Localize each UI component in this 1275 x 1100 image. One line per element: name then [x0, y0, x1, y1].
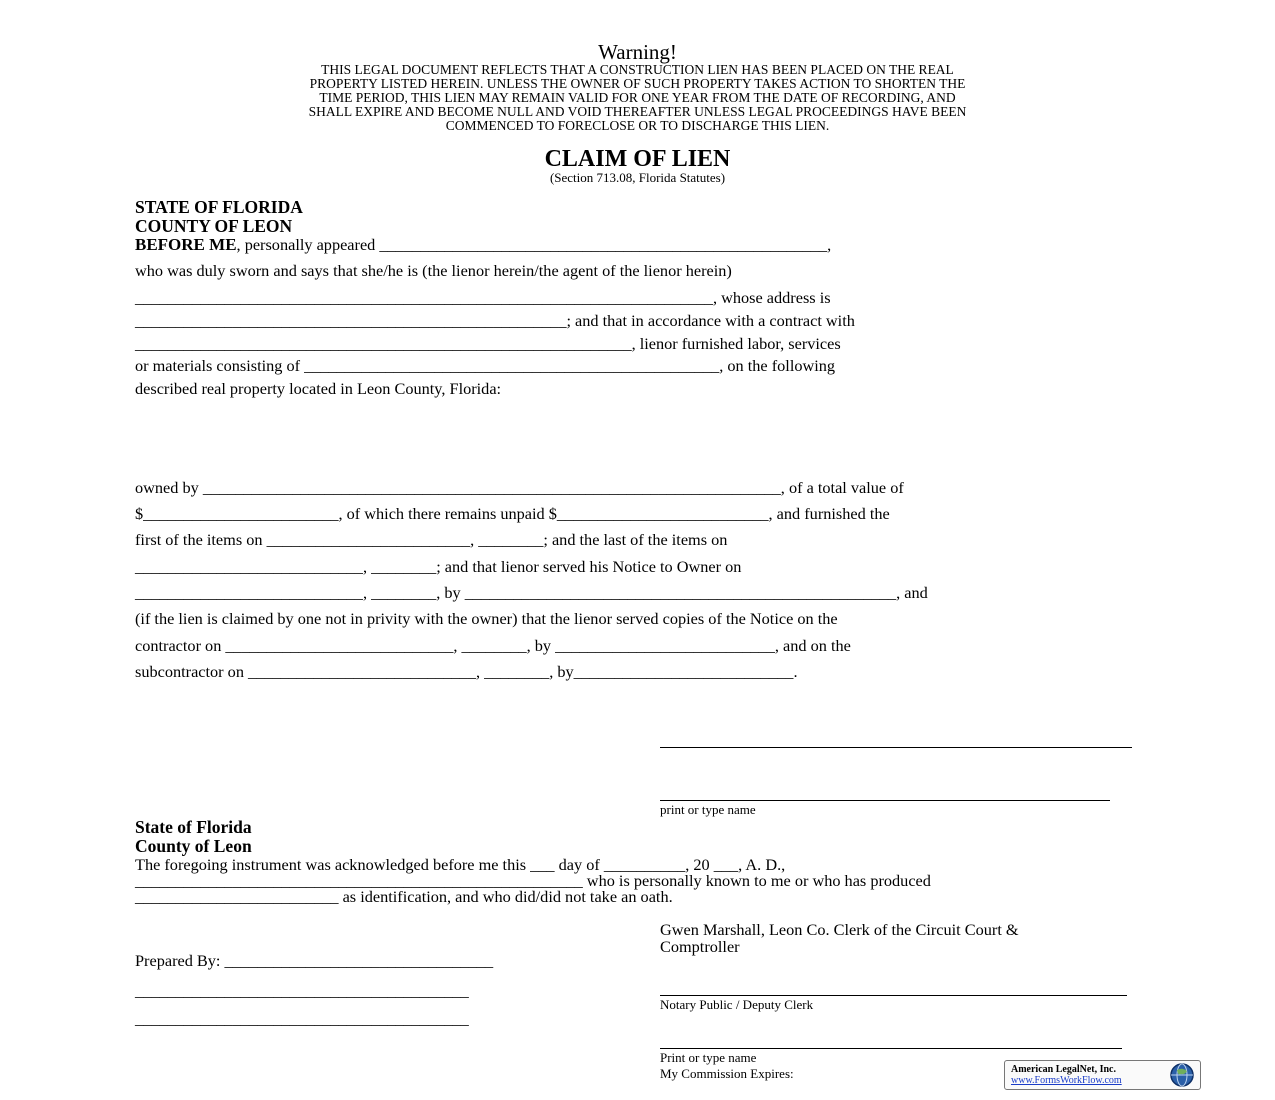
contract-party-field[interactable]: _____________________________________________________________, lienor furnished labor, services — [135, 334, 841, 353]
warning-line: COMMENCED TO FORECLOSE OR TO DISCHARGE THIS LIEN. — [445, 118, 830, 133]
signature-line[interactable] — [660, 747, 1132, 748]
globe-icon — [1168, 1062, 1196, 1088]
warning-line: PROPERTY LISTED HEREIN. UNLESS THE OWNER OF SUCH PROPERTY TAKES ACTION TO SHORTEN THE — [309, 76, 966, 91]
warning-line: SHALL EXPIRE AND BECOME NULL AND VOID THEREAFTER UNLESS LEGAL PROCEEDINGS HAVE BEEN — [308, 104, 967, 119]
document-title: CLAIM OF LIEN — [544, 146, 731, 172]
notary-print-line[interactable] — [660, 1048, 1122, 1049]
materials-field[interactable]: or materials consisting of ___________________________________________________, on the following — [135, 356, 836, 375]
notary-print-label: Print or type name — [660, 1050, 757, 1065]
body-line-1 — [135, 235, 831, 255]
warning-line: THIS LEGAL DOCUMENT REFLECTS THAT A CONSTRUCTION LIEN HAS BEEN PLACED ON THE REAL — [321, 62, 954, 77]
lienor-address-field[interactable]: _____________________________________________________; and that in accordance with a contract with — [135, 311, 855, 330]
notice-served-field[interactable]: ____________________________, ________, by _____________________________________________________, and — [135, 583, 928, 602]
venue-state: STATE OF FLORIDA — [135, 197, 303, 217]
prepared-by-line-3[interactable]: _________________________________________ — [135, 1009, 469, 1028]
warning-title: Warning! — [598, 40, 677, 64]
ack-date-field[interactable]: The foregoing instrument was acknowledged before me this ___ day of __________, 20 ___, A. D., — [135, 855, 786, 874]
owner-field[interactable]: owned by _______________________________________________________________________, of a total value of — [135, 478, 904, 497]
subcontractor-notice-field[interactable]: subcontractor on ____________________________, ________, by___________________________. — [135, 662, 798, 681]
prepared-by-line-2[interactable]: _________________________________________ — [135, 981, 469, 1000]
venue-county: COUNTY OF LEON — [135, 216, 293, 236]
ack-person-field[interactable]: _______________________________________________________ who is personally known to me or who has produced — [135, 871, 931, 890]
notary-label: Notary Public / Deputy Clerk — [660, 997, 814, 1012]
print-name-label: print or type name — [660, 802, 756, 817]
affiant-name-field[interactable]: , personally appeared _______________________________________________________, — [236, 235, 832, 254]
logo-company: American LegalNet, Inc. — [1011, 1064, 1116, 1075]
first-items-date-field[interactable]: first of the items on _________________________, ________; and the last of the items on — [135, 530, 728, 549]
ack-identification-field[interactable]: _________________________ as identification, and who did/did not take an oath. — [135, 887, 673, 906]
before-me-label: BEFORE ME — [135, 235, 237, 254]
notary-signature-line[interactable] — [660, 995, 1127, 996]
last-items-date-field[interactable]: ____________________________, ________; and that lienor served his Notice to Owner on — [135, 557, 742, 576]
value-field[interactable]: $________________________, of which there remains unpaid $__________________________, and furnished the — [135, 504, 890, 523]
commission-expires-label: My Commission Expires: — [660, 1066, 794, 1081]
body-line-7: described real property located in Leon County, Florida: — [135, 379, 502, 398]
warning-text — [0, 63, 1275, 133]
prepared-by-field[interactable]: Prepared By: _________________________________ — [135, 951, 494, 970]
contractor-notice-field[interactable]: contractor on ____________________________, ________, by ___________________________, and on the — [135, 636, 851, 655]
print-name-line[interactable] — [660, 800, 1110, 801]
lienor-name-field[interactable]: _______________________________________________________________________, whose address is — [135, 288, 831, 307]
footer-logo[interactable] — [1004, 1060, 1201, 1090]
warning-line: TIME PERIOD, THIS LIEN MAY REMAIN VALID FOR ONE YEAR FROM THE DATE OF RECORDING, AND — [319, 90, 956, 105]
body-line-13: (if the lien is claimed by one not in privity with the owner) that the lienor served copies of the Notice on the — [135, 609, 838, 628]
clerk-line-1: Gwen Marshall, Leon Co. Clerk of the Circuit Court & — [660, 920, 1019, 939]
logo-url-link[interactable]: www.FormsWorkFlow.com — [1011, 1075, 1122, 1086]
document-subtitle: (Section 713.08, Florida Statutes) — [549, 170, 726, 185]
ack-state: State of Florida — [135, 817, 252, 837]
ack-county: County of Leon — [135, 836, 252, 856]
body-line-2: who was duly sworn and says that she/he is (the lienor herein/the agent of the lienor herein) — [135, 261, 732, 280]
clerk-line-2: Comptroller — [660, 937, 740, 956]
